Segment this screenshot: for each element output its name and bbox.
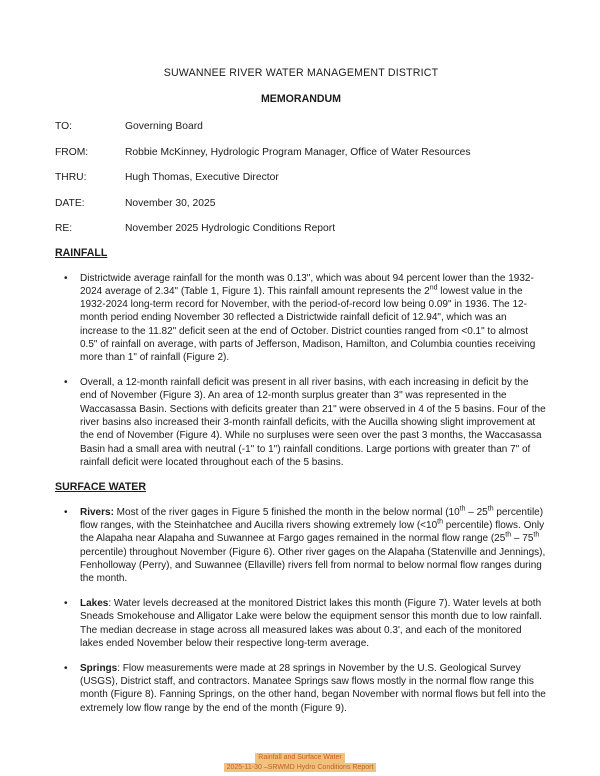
memo-row-to [55, 120, 547, 133]
memo-row-thru [55, 171, 547, 184]
rainfall-bullet-list [55, 272, 547, 470]
memo-value-re: November 2025 Hydrologic Conditions Report [125, 223, 336, 234]
memo-label-from: FROM: [55, 146, 89, 158]
footer-line-2: 2025-11-30 –SRWMD Hydro Conditions Report [224, 763, 377, 773]
bullet-item: • Rivers: Most of the river gages in Figure 5 finished the month in the below normal (10th – 25th percentile) flow ranges, with the Steinhatchee and Aucilla rivers showing extremely low (<10th percentile) flows. Only the Alapaha near Alapaha and Suwannee at Fargo gages remained in the normal flow range (25th – 75th percentile) throughout November (Figure 6). Other river gages on the Alapaha (Statenville and Jennings), Fenholloway (Perry), and Suwannee (Ellaville) rivers fell from normal to below normal flow ranges during the month. [55, 506, 547, 586]
memo-value-from: Robbie McKinney, Hydrologic Program Manager, Office of Water Resources [125, 146, 471, 158]
memo-value-date: November 30, 2025 [125, 197, 216, 209]
bullet-item: • Lakes: Water levels decreased at the monitored District lakes this month (Figure 7). Water levels at both Sneads Smokehouse and Alligator Lake were below the equipment sensor this month due to low rainfall. The median decrease in stage across all measured lakes was about 0.3', and each of the monitored lakes ended November below their respective long-term average. [55, 597, 547, 650]
bullet-item: • Districtwide average rainfall for the month was 0.13", which was about 94 percent lower than the 1932-2024 average of 2.34" (Table 1, Figure 1). This rainfall amount represents the 2nd lowest value in the 1932-2024 long-term record for November, with the period-of-record low being 0.09" in 1936. The 12-month period ending November 30 reflected a Districtwide rainfall deficit of 12.94", which was an increase to the 11.82" deficit seen at the end of October. District counties ranged from <0.1" to almost 0.5" of rainfall on average, with parts of Jefferson, Madison, Hamilton, and Columbia counties receiving more than 1" of rainfall (Figure 2). [55, 272, 547, 365]
memo-label-re: RE: [55, 223, 73, 234]
memo-label-thru: THRU: [55, 172, 87, 183]
memo-value-thru: Hugh Thomas, Executive Director [125, 172, 279, 183]
bullet-item: • Springs: Flow measurements were made at 28 springs in November by the U.S. Geological Survey (USGS), District staff, and contractors. Manatee Springs saw flows mostly in the normal flow range this month (Figure 8). Fanning Springs, on the other hand, began November with normal flows but fell into the extremely low flow range by the end of the month (Figure 9). [55, 662, 547, 715]
memo-value-to: Governing Board [125, 121, 203, 132]
bullet-item: • Overall, a 12-month rainfall deficit was present in all river basins, with each increasing in deficit by the end of November (Figure 3). An area of 12-month surplus greater than 3" was represented in the Waccasassa Basin. Sections with deficits greater than 21" were observed in 4 of the 5 basins. Four of the river basins also increased their 3-month rainfall deficits, with the Aucilla showing slight improvement at the end of November (Figure 4). While no surpluses were seen over the past 3 months, the Waccasassa Basin had a small area with neutral (-1" to 1") rainfall conditions. Large portions with greater than 7" of rainfall deficit were located throughout each of the 5 basins. [55, 376, 547, 469]
section-heading-rainfall: RAINFALL [55, 247, 108, 259]
memo-fields [55, 120, 547, 235]
footer-annotation [0, 753, 600, 772]
surface-water-bullet-list [55, 506, 547, 715]
section-heading-surface-water: SURFACE WATER [55, 481, 147, 494]
memo-label-date: DATE: [55, 197, 85, 209]
memo-row-from [55, 146, 547, 159]
memo-row-date [55, 197, 547, 210]
org-title: SUWANNEE RIVER WATER MANAGEMENT DISTRICT [163, 67, 439, 79]
doc-type-title: MEMORANDUM [260, 93, 342, 105]
footer-line-1: Rainfall and Surface Water [255, 753, 344, 763]
memo-row-re [55, 222, 547, 235]
memo-label-to: TO: [55, 121, 72, 132]
